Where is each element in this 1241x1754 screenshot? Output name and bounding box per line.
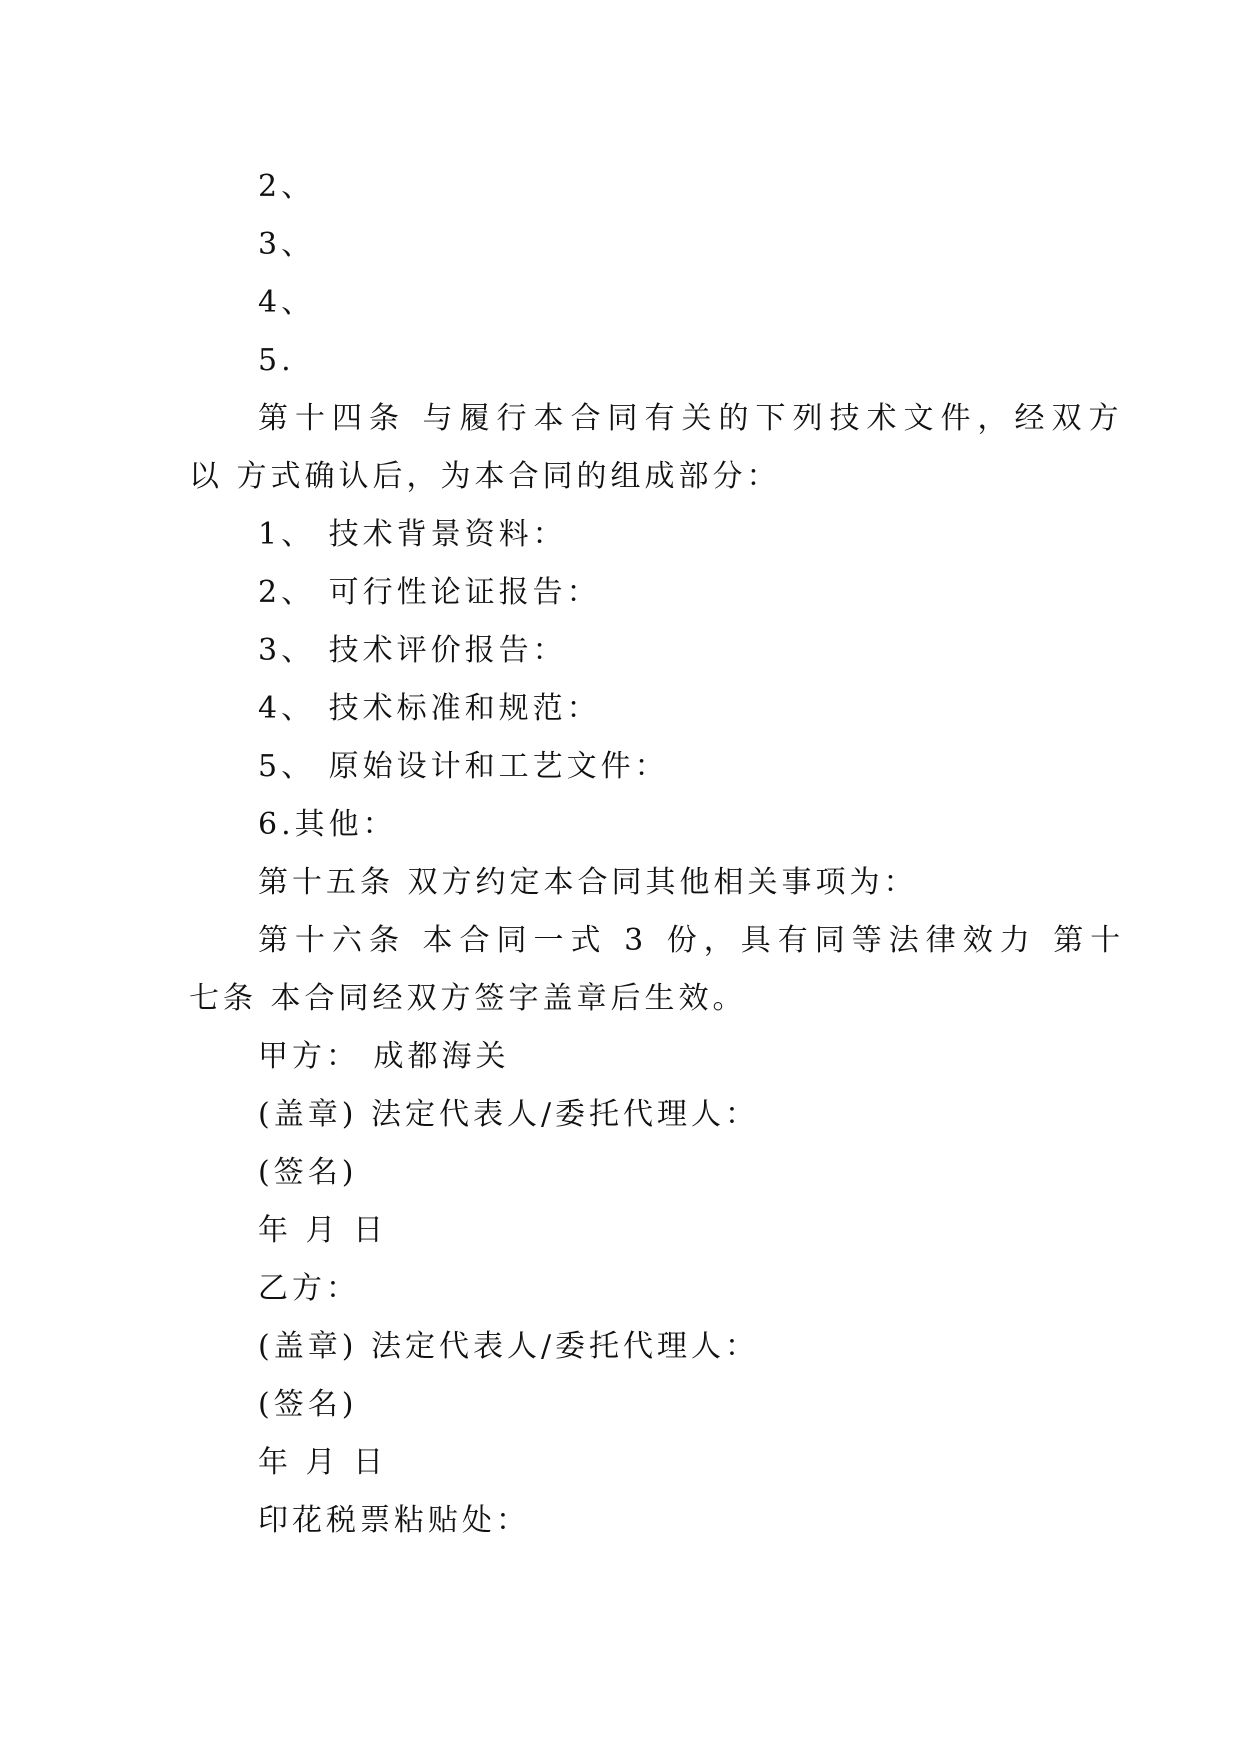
article-14-line-2: 以 方式确认后，为本合同的组成部分：	[189, 459, 781, 494]
list-item-5: 5.	[258, 343, 295, 378]
tech-doc-item-4: 4、 技术标准和规范：	[258, 691, 601, 726]
article-16-line-1: 第十六条 本合同一式 3 份，具有同等法律效力 第十	[258, 923, 1128, 958]
party-b-seal: (盖章) 法定代表人/委托代理人：	[258, 1329, 760, 1364]
list-item-4: 4、	[258, 285, 316, 320]
article-15: 第十五条 双方约定本合同其他相关事项为：	[258, 865, 918, 900]
party-b: 乙方：	[258, 1271, 360, 1306]
party-b-signature: (签名)	[258, 1387, 358, 1422]
party-b-date: 年 月 日	[258, 1445, 388, 1480]
tech-doc-item-1: 1、 技术背景资料：	[258, 517, 567, 552]
tech-doc-item-3: 3、 技术评价报告：	[258, 633, 567, 668]
article-16-line-2: 七条 本合同经双方签字盖章后生效。	[189, 981, 747, 1016]
stamp-duty-area: 印花税票粘贴处：	[258, 1503, 530, 1538]
list-item-2: 2、	[258, 169, 316, 204]
party-a-signature: (签名)	[258, 1155, 358, 1190]
article-14-line-1: 第十四条 与履行本合同有关的下列技术文件，经双方	[258, 401, 1126, 436]
tech-doc-item-5: 5、 原始设计和工艺文件：	[258, 749, 669, 784]
party-a-date: 年 月 日	[258, 1213, 388, 1248]
party-a-seal: (盖章) 法定代表人/委托代理人：	[258, 1097, 760, 1132]
tech-doc-item-6: 6.其他：	[258, 807, 397, 842]
tech-doc-item-2: 2、 可行性论证报告：	[258, 575, 601, 610]
party-a: 甲方： 成都海关	[258, 1039, 510, 1074]
list-item-3: 3、	[258, 227, 316, 262]
